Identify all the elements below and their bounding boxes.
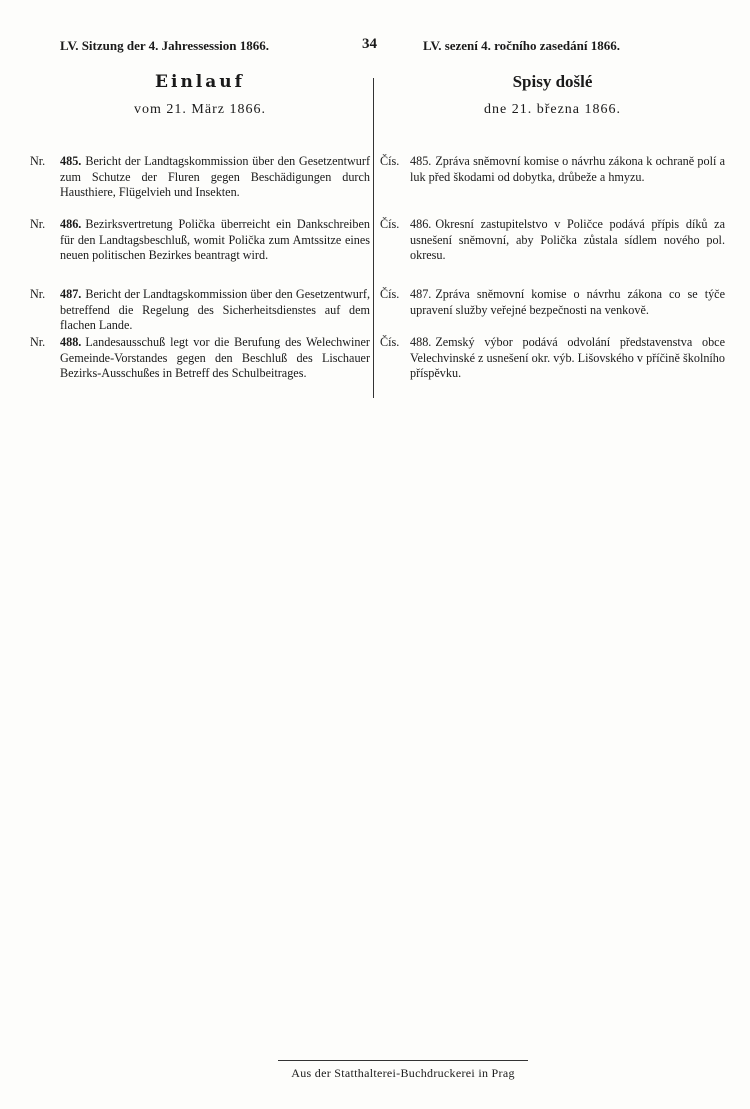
entry-number: 485. [60, 154, 82, 168]
german-date: vom 21. März 1866. [134, 102, 266, 117]
list-item [30, 287, 370, 335]
entry-label: Nr. [30, 154, 46, 168]
czech-column-heading [380, 72, 725, 122]
entry-label: Čís. [380, 217, 400, 231]
entry-text: Bezirksvertretung Polička überreicht ein Dankschreiben für den Landtagsbeschluß, womit Polička zum Amtssitze eines neuen politischen Bezirkes beantragt wird. [60, 217, 370, 262]
german-title: Einlauf [155, 72, 245, 92]
german-column [30, 72, 370, 395]
list-item [380, 287, 725, 335]
czech-date: dne 21. března 1866. [483, 102, 622, 117]
entry-label: Čís. [380, 335, 400, 349]
running-head-czech: LV. sezení 4. ročního zasedání 1866. [423, 38, 620, 53]
entry-label: Čís. [380, 154, 400, 168]
entry-number: 485. [410, 154, 432, 168]
entry-text: Zpráva sněmovní komise o návrhu zákona co se týče upravení služby veřejné bezpečnosti na venkově. [410, 287, 725, 317]
entry-number: 488. [60, 335, 82, 349]
entry-text: Zemský výbor podává odvolání představenstva obce Velechvinské z usnešení okr. výb. Lišovského v příčině školního příspěvku. [410, 335, 725, 380]
czech-column [380, 72, 725, 395]
page-number: 34 [362, 36, 377, 52]
entry-text: Okresní zastupitelstvo v Poličce podává přípis díků za usnešení sněmovní, aby Polička zůstala sídlem nového pol. okresu. [410, 217, 725, 262]
list-item [30, 335, 370, 395]
column-divider [373, 78, 374, 398]
entry-number: 487. [60, 287, 82, 301]
list-item [30, 217, 370, 287]
entry-text: Landesausschuß legt vor die Berufung des Welechwiner Gemeinde-Vorstandes gegen den Beschluß des Lischauer Bezirks-Ausschußes in Betreff des Schulbeitrages. [60, 335, 370, 380]
running-head-german: LV. Sitzung der 4. Jahressession 1866. [60, 38, 270, 53]
entry-text: Bericht der Landtagskommission über den Gesetzentwurf zum Schutze der Fluren gegen Beschädigungen durch Hausthiere, Flügelvieh und Insekten. [60, 154, 370, 199]
entry-number: 487. [410, 287, 432, 301]
entry-number: 486. [60, 217, 82, 231]
entry-number: 488. [410, 335, 432, 349]
printer-imprint: Aus der Statthalterei-Buchdruckerei in Prag [291, 1066, 515, 1080]
czech-title: Spisy došlé [512, 72, 593, 91]
entry-text: Bericht der Landtagskommission über den Gesetzentwurf, betreffend die Regelung des Sicherheitsdienstes auf dem flachen Lande. [60, 287, 370, 332]
german-column-heading [30, 72, 370, 122]
entry-label: Nr. [30, 335, 46, 349]
entry-label: Nr. [30, 287, 46, 301]
entry-text: Zpráva sněmovní komise o návrhu zákona k ochraně polí a luk před škodami od dobytka, drůbeže a hmyzu. [410, 154, 725, 184]
german-entries [30, 154, 370, 395]
entry-label: Čís. [380, 287, 400, 301]
czech-entries [380, 154, 725, 395]
list-item [380, 335, 725, 395]
entry-label: Nr. [30, 217, 46, 231]
footer-rule [278, 1060, 528, 1061]
entry-number: 486. [410, 217, 432, 231]
list-item [30, 154, 370, 217]
list-item [380, 154, 725, 217]
list-item [380, 217, 725, 287]
